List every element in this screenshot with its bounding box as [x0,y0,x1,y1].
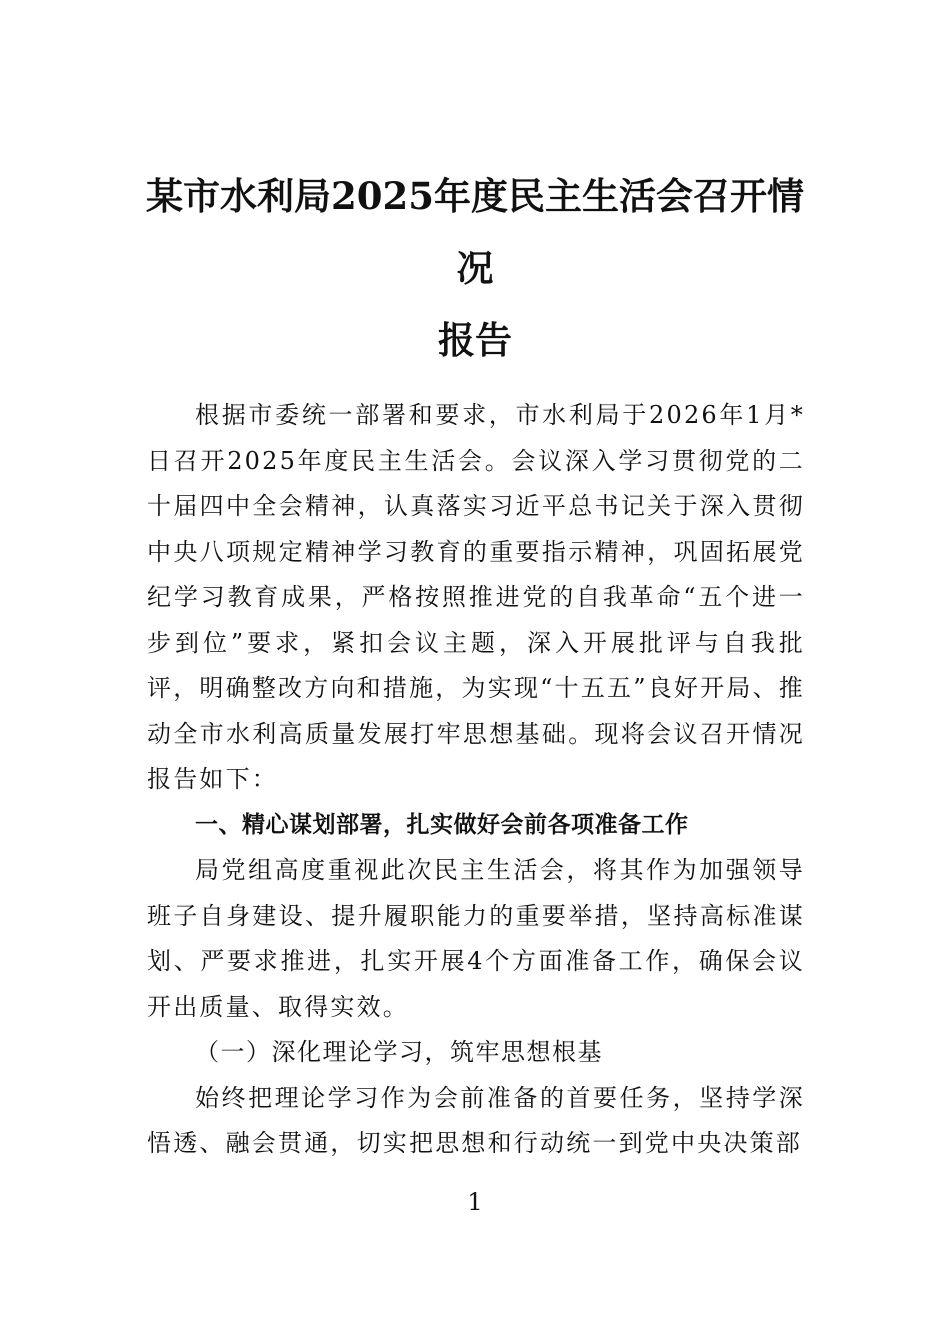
document-body [147,393,805,1167]
intro-paragraph: 根据市委统一部署和要求，市水利局于2026年1月*日召开2025年度民主生活会。会议深入学习贯彻党的二十届四中全会精神，认真落实习近平总书记关于深入贯彻中央八项规定精神学习教育的重要指示精神，巩固拓展党纪学习教育成果，严格按照推进党的自我革命“五个进一步到位”要求，紧扣会议主题，深入开展批评与自我批评，明确整改方向和措施，为实现“十五五”良好开局、推动全市水利高质量发展打牢思想基础。现将会议召开情况报告如下： [147,401,805,793]
section-1-paragraph: 局党组高度重视此次民主生活会，将其作为加强领导班子自身建设、提升履职能力的重要举措，坚持高标准谋划、严要求推进，扎实开展4个方面准备工作，确保会议开出质量、取得实效。 [147,856,805,1021]
page-number: 1 [467,1188,483,1216]
subsection-1-heading: （一）深化理论学习，筑牢思想根基 [195,1038,603,1066]
title-line-2: 报告 [438,318,512,362]
section-1-heading: 一、精心谋划部署，扎实做好会前各项准备工作 [195,811,689,838]
title-line-1: 某市水利局2025年度民主生活会召开情况 [146,174,804,290]
subsection-1-paragraph: 始终把理论学习作为会前准备的首要任务，坚持学深悟透、融会贯通，切实把思想和行动统一到党中央决策部 [147,1083,805,1157]
document-title [140,160,810,376]
